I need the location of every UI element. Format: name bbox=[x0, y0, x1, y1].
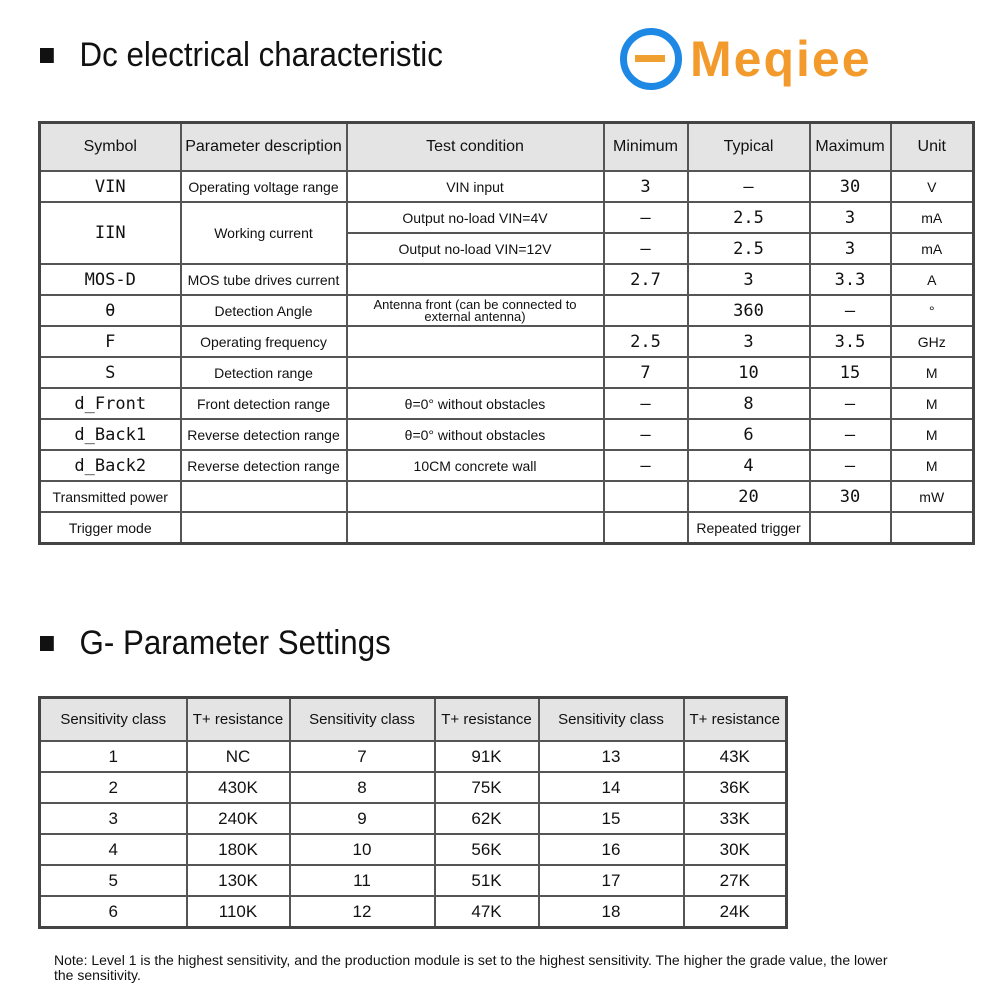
table-cell: Output no-load VIN=4V bbox=[347, 202, 604, 233]
table-cell: 6 bbox=[688, 419, 810, 450]
table-cell bbox=[347, 357, 604, 388]
table-row bbox=[40, 834, 787, 865]
table-row bbox=[40, 896, 787, 928]
dc-characteristics-table bbox=[38, 121, 975, 545]
table-cell: 110K bbox=[187, 896, 290, 928]
table-cell: VIN bbox=[40, 171, 181, 202]
table-cell: Front detection range bbox=[181, 388, 347, 419]
table-cell: Trigger mode bbox=[40, 512, 181, 544]
table-cell: 30 bbox=[810, 171, 891, 202]
table-cell: 18 bbox=[539, 896, 684, 928]
table-cell: 36K bbox=[684, 772, 787, 803]
table-cell: NC bbox=[187, 741, 290, 772]
table-cell: – bbox=[604, 419, 688, 450]
table-cell: 47K bbox=[435, 896, 539, 928]
table-row bbox=[40, 295, 974, 326]
table-cell: 3 bbox=[810, 233, 891, 264]
table-cell: 15 bbox=[810, 357, 891, 388]
table-cell: 2.5 bbox=[688, 233, 810, 264]
column-header: T+ resistance bbox=[435, 698, 539, 742]
table-cell bbox=[181, 512, 347, 544]
table-cell: 27K bbox=[684, 865, 787, 896]
table-cell: 7 bbox=[290, 741, 435, 772]
table-cell: 3 bbox=[688, 264, 810, 295]
heading-text: G- Parameter Settings bbox=[79, 624, 391, 662]
table-cell: θ=0° without obstacles bbox=[347, 388, 604, 419]
header-row bbox=[40, 698, 787, 742]
table-cell: 51K bbox=[435, 865, 539, 896]
logo-text: Meqiee bbox=[690, 31, 872, 87]
table-cell: mA bbox=[891, 233, 974, 264]
table-cell: ° bbox=[891, 295, 974, 326]
table-cell: Operating frequency bbox=[181, 326, 347, 357]
table-cell: Transmitted power bbox=[40, 481, 181, 512]
table-cell: V bbox=[891, 171, 974, 202]
column-header: T+ resistance bbox=[187, 698, 290, 742]
table-cell: Reverse detection range bbox=[181, 450, 347, 481]
table-cell: – bbox=[604, 202, 688, 233]
table-row bbox=[40, 357, 974, 388]
table-cell: 17 bbox=[539, 865, 684, 896]
table-cell: 180K bbox=[187, 834, 290, 865]
table-cell: 9 bbox=[290, 803, 435, 834]
table-cell: 4 bbox=[40, 834, 187, 865]
column-header: Sensitivity class bbox=[539, 698, 684, 742]
table-cell: Working current bbox=[181, 202, 347, 264]
table-cell: 1 bbox=[40, 741, 187, 772]
table-cell: Operating voltage range bbox=[181, 171, 347, 202]
table-cell: mA bbox=[891, 202, 974, 233]
table-cell: 16 bbox=[539, 834, 684, 865]
column-header: Typical bbox=[688, 123, 810, 172]
table-cell: 33K bbox=[684, 803, 787, 834]
table-cell: 43K bbox=[684, 741, 787, 772]
table-cell: IIN bbox=[40, 202, 181, 264]
table-cell: M bbox=[891, 419, 974, 450]
table-cell: GHz bbox=[891, 326, 974, 357]
table-cell: – bbox=[810, 295, 891, 326]
table-row bbox=[40, 803, 787, 834]
section-heading-dc bbox=[40, 36, 443, 75]
table-row bbox=[40, 865, 787, 896]
table-cell: MOS-D bbox=[40, 264, 181, 295]
table-cell: θ=0° without obstacles bbox=[347, 419, 604, 450]
table-cell: 3 bbox=[810, 202, 891, 233]
table-row bbox=[40, 450, 974, 481]
column-header: Parameter description bbox=[181, 123, 347, 172]
table-cell: M bbox=[891, 450, 974, 481]
table-cell bbox=[604, 481, 688, 512]
table-row bbox=[40, 388, 974, 419]
table-cell: 2 bbox=[40, 772, 187, 803]
table-cell: d_Front bbox=[40, 388, 181, 419]
table-cell: 14 bbox=[539, 772, 684, 803]
table-cell: VIN input bbox=[347, 171, 604, 202]
table-cell: – bbox=[810, 450, 891, 481]
table-cell bbox=[810, 512, 891, 544]
table-cell: 56K bbox=[435, 834, 539, 865]
table-cell: 12 bbox=[290, 896, 435, 928]
column-header: Maximum bbox=[810, 123, 891, 172]
table-cell: Reverse detection range bbox=[181, 419, 347, 450]
table-row bbox=[40, 512, 974, 544]
table-cell: 3 bbox=[688, 326, 810, 357]
column-header: Test condition bbox=[347, 123, 604, 172]
table-row bbox=[40, 202, 974, 233]
table-row bbox=[40, 419, 974, 450]
table-cell: 24K bbox=[684, 896, 787, 928]
table-cell: 2.5 bbox=[604, 326, 688, 357]
g-parameter-table bbox=[38, 696, 788, 929]
table-cell bbox=[604, 512, 688, 544]
table-row bbox=[40, 772, 787, 803]
table-cell bbox=[347, 264, 604, 295]
table-cell: 2.7 bbox=[604, 264, 688, 295]
meqiee-watermark-logo bbox=[620, 28, 872, 90]
table-cell: 240K bbox=[187, 803, 290, 834]
table-cell: A bbox=[891, 264, 974, 295]
table-cell: d_Back1 bbox=[40, 419, 181, 450]
table-cell: mW bbox=[891, 481, 974, 512]
table-cell: F bbox=[40, 326, 181, 357]
column-header: Sensitivity class bbox=[290, 698, 435, 742]
column-header: Minimum bbox=[604, 123, 688, 172]
table-cell: 7 bbox=[604, 357, 688, 388]
table-row bbox=[40, 326, 974, 357]
table-cell: 8 bbox=[290, 772, 435, 803]
table-cell: d_Back2 bbox=[40, 450, 181, 481]
column-header: T+ resistance bbox=[684, 698, 787, 742]
section-heading-g bbox=[40, 624, 391, 663]
bullet-square-icon bbox=[40, 636, 54, 651]
table-cell: 3 bbox=[40, 803, 187, 834]
table-cell: – bbox=[688, 171, 810, 202]
table-row bbox=[40, 264, 974, 295]
table-cell: Antenna front (can be connected to external antenna) bbox=[347, 295, 604, 326]
column-header: Unit bbox=[891, 123, 974, 172]
table-cell: 130K bbox=[187, 865, 290, 896]
table-cell: 360 bbox=[688, 295, 810, 326]
table-row bbox=[40, 741, 787, 772]
table-cell: S bbox=[40, 357, 181, 388]
table-cell: 6 bbox=[40, 896, 187, 928]
logo-circuit-icon bbox=[620, 28, 682, 90]
table-cell: 10CM concrete wall bbox=[347, 450, 604, 481]
table-row bbox=[40, 481, 974, 512]
table-cell: Detection range bbox=[181, 357, 347, 388]
table-cell: – bbox=[604, 233, 688, 264]
table-cell: 62K bbox=[435, 803, 539, 834]
table-cell: 10 bbox=[290, 834, 435, 865]
table-cell: 8 bbox=[688, 388, 810, 419]
table-cell: 11 bbox=[290, 865, 435, 896]
table-cell bbox=[604, 295, 688, 326]
table-cell: 30 bbox=[810, 481, 891, 512]
heading-text: Dc electrical characteristic bbox=[79, 36, 443, 74]
table-cell: 5 bbox=[40, 865, 187, 896]
table-cell: 2.5 bbox=[688, 202, 810, 233]
table-cell: 75K bbox=[435, 772, 539, 803]
table-cell: 4 bbox=[688, 450, 810, 481]
table-cell bbox=[347, 326, 604, 357]
table-cell: 15 bbox=[539, 803, 684, 834]
header-row bbox=[40, 123, 974, 172]
table-cell: θ bbox=[40, 295, 181, 326]
table-cell: M bbox=[891, 357, 974, 388]
table-cell: Detection Angle bbox=[181, 295, 347, 326]
table-cell bbox=[891, 512, 974, 544]
table-cell: 20 bbox=[688, 481, 810, 512]
table-cell bbox=[347, 512, 604, 544]
table-cell: – bbox=[604, 388, 688, 419]
table-cell: MOS tube drives current bbox=[181, 264, 347, 295]
table-cell: M bbox=[891, 388, 974, 419]
table-cell: 430K bbox=[187, 772, 290, 803]
bullet-square-icon bbox=[40, 48, 54, 63]
table-cell: Repeated trigger bbox=[688, 512, 810, 544]
table-row bbox=[40, 171, 974, 202]
table-cell: – bbox=[810, 388, 891, 419]
table-cell: 3.5 bbox=[810, 326, 891, 357]
table-cell: 30K bbox=[684, 834, 787, 865]
table-cell: Output no-load VIN=12V bbox=[347, 233, 604, 264]
table-cell: – bbox=[604, 450, 688, 481]
table-cell: 91K bbox=[435, 741, 539, 772]
table-cell: 10 bbox=[688, 357, 810, 388]
table-cell bbox=[347, 481, 604, 512]
column-header: Symbol bbox=[40, 123, 181, 172]
table-cell bbox=[181, 481, 347, 512]
table-cell: 3 bbox=[604, 171, 688, 202]
table-cell: – bbox=[810, 419, 891, 450]
table-cell: 13 bbox=[539, 741, 684, 772]
column-header: Sensitivity class bbox=[40, 698, 187, 742]
note-text: Note: Level 1 is the highest sensitivity, and the production module is set to the highest sensitivity. The higher the grade value, the lower the sensitivity. bbox=[54, 952, 888, 983]
table-cell: 3.3 bbox=[810, 264, 891, 295]
